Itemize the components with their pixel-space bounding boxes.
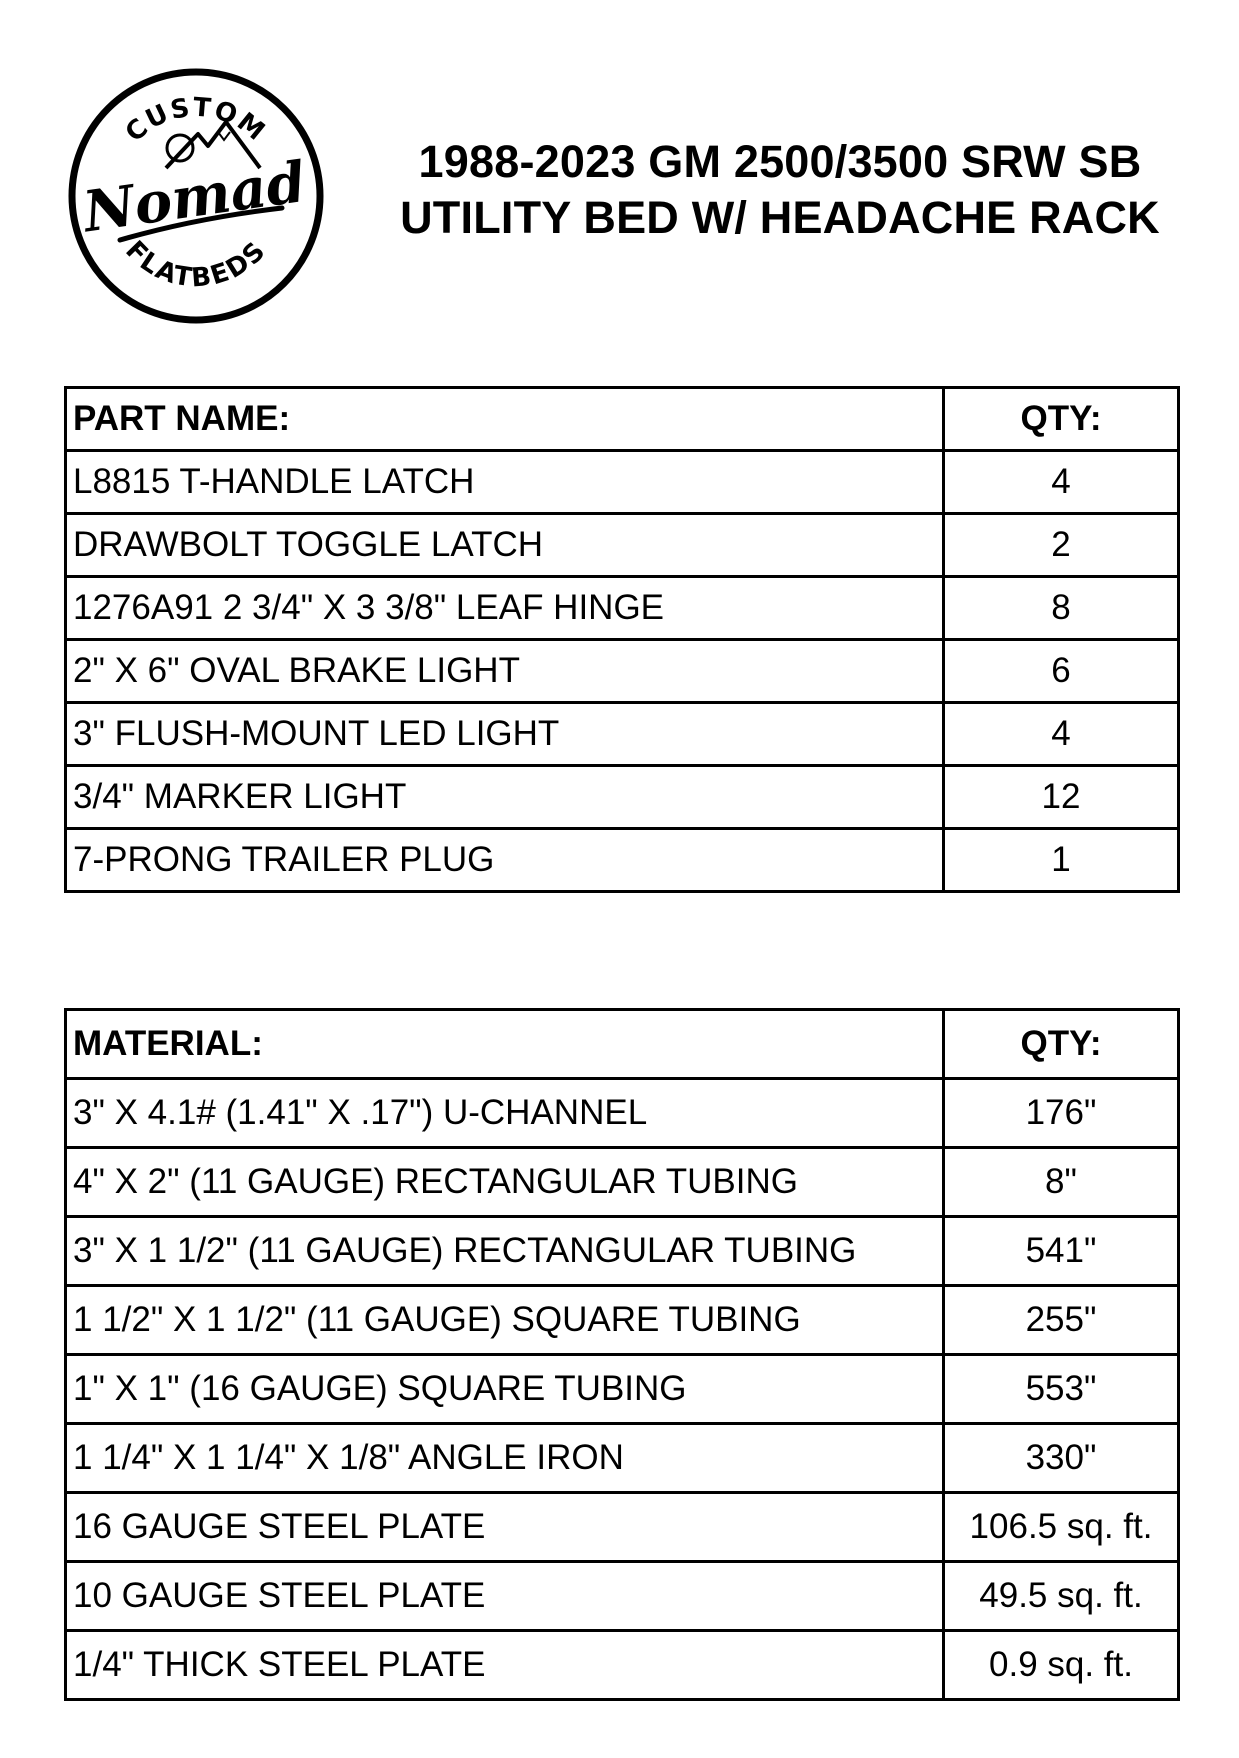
table-row xyxy=(66,451,1179,514)
part-name: 1276A91 2 3/4" X 3 3/8" LEAF HINGE xyxy=(66,577,944,640)
material-name: 1 1/4" X 1 1/4" X 1/8" ANGLE IRON xyxy=(66,1424,944,1493)
material-qty: 330" xyxy=(944,1424,1179,1493)
table-row xyxy=(66,514,1179,577)
table-row xyxy=(66,766,1179,829)
table-row xyxy=(66,1286,1179,1355)
material-qty: 176" xyxy=(944,1079,1179,1148)
material-qty: 106.5 sq. ft. xyxy=(944,1493,1179,1562)
materials-table xyxy=(64,1008,1180,1701)
part-name: 3" FLUSH-MOUNT LED LIGHT xyxy=(66,703,944,766)
svg-text:CUSTOM xyxy=(120,93,272,149)
part-qty: 8 xyxy=(944,577,1179,640)
part-qty: 4 xyxy=(944,703,1179,766)
title-line-2: UTILITY BED W/ HEADACHE RACK xyxy=(400,192,1160,243)
parts-name-header: PART NAME: xyxy=(66,388,944,451)
material-qty: 8" xyxy=(944,1148,1179,1217)
table-row xyxy=(66,1148,1179,1217)
material-name: 3" X 4.1# (1.41" X .17") U-CHANNEL xyxy=(66,1079,944,1148)
material-name: 10 GAUGE STEEL PLATE xyxy=(66,1562,944,1631)
logo-bottom-text: FLATBEDS xyxy=(119,235,273,294)
table-row xyxy=(66,1493,1179,1562)
sun-icon xyxy=(167,135,193,161)
title-line-1: 1988-2023 GM 2500/3500 SRW SB xyxy=(418,136,1142,187)
table-row xyxy=(66,829,1179,892)
document-title xyxy=(345,134,1215,246)
part-name: 3/4" MARKER LIGHT xyxy=(66,766,944,829)
table-row xyxy=(66,1424,1179,1493)
material-name: 16 GAUGE STEEL PLATE xyxy=(66,1493,944,1562)
part-qty: 4 xyxy=(944,451,1179,514)
material-name: 4" X 2" (11 GAUGE) RECTANGULAR TUBING xyxy=(66,1148,944,1217)
materials-qty-header: QTY: xyxy=(944,1010,1179,1079)
table-row xyxy=(66,1355,1179,1424)
brand-logo xyxy=(68,68,324,324)
part-name: DRAWBOLT TOGGLE LATCH xyxy=(66,514,944,577)
material-qty: 0.9 sq. ft. xyxy=(944,1631,1179,1700)
part-name: 2" X 6" OVAL BRAKE LIGHT xyxy=(66,640,944,703)
part-name: L8815 T-HANDLE LATCH xyxy=(66,451,944,514)
materials-name-header: MATERIAL: xyxy=(66,1010,944,1079)
material-qty: 553" xyxy=(944,1355,1179,1424)
material-name: 3" X 1 1/2" (11 GAUGE) RECTANGULAR TUBING xyxy=(66,1217,944,1286)
material-qty: 255" xyxy=(944,1286,1179,1355)
part-name: 7-PRONG TRAILER PLUG xyxy=(66,829,944,892)
table-row xyxy=(66,703,1179,766)
table-row xyxy=(66,1079,1179,1148)
parts-qty-header: QTY: xyxy=(944,388,1179,451)
logo-wordmark: Nomad xyxy=(79,148,310,246)
table-row xyxy=(66,1217,1179,1286)
svg-text:FLATBEDS xyxy=(119,235,272,293)
material-name: 1/4" THICK STEEL PLATE xyxy=(66,1631,944,1700)
material-name: 1 1/2" X 1 1/2" (11 GAUGE) SQUARE TUBING xyxy=(66,1286,944,1355)
part-qty: 12 xyxy=(944,766,1179,829)
materials-header-row xyxy=(66,1010,1179,1079)
part-qty: 6 xyxy=(944,640,1179,703)
logo-seal xyxy=(68,68,324,324)
table-row xyxy=(66,1631,1179,1700)
table-row xyxy=(66,577,1179,640)
part-qty: 2 xyxy=(944,514,1179,577)
material-name: 1" X 1" (16 GAUGE) SQUARE TUBING xyxy=(66,1355,944,1424)
material-qty: 541" xyxy=(944,1217,1179,1286)
table-row xyxy=(66,1562,1179,1631)
material-qty: 49.5 sq. ft. xyxy=(944,1562,1179,1631)
part-qty: 1 xyxy=(944,829,1179,892)
parts-table xyxy=(64,386,1180,893)
table-row xyxy=(66,640,1179,703)
parts-header-row xyxy=(66,388,1179,451)
logo-top-text: CUSTOM xyxy=(119,92,272,149)
